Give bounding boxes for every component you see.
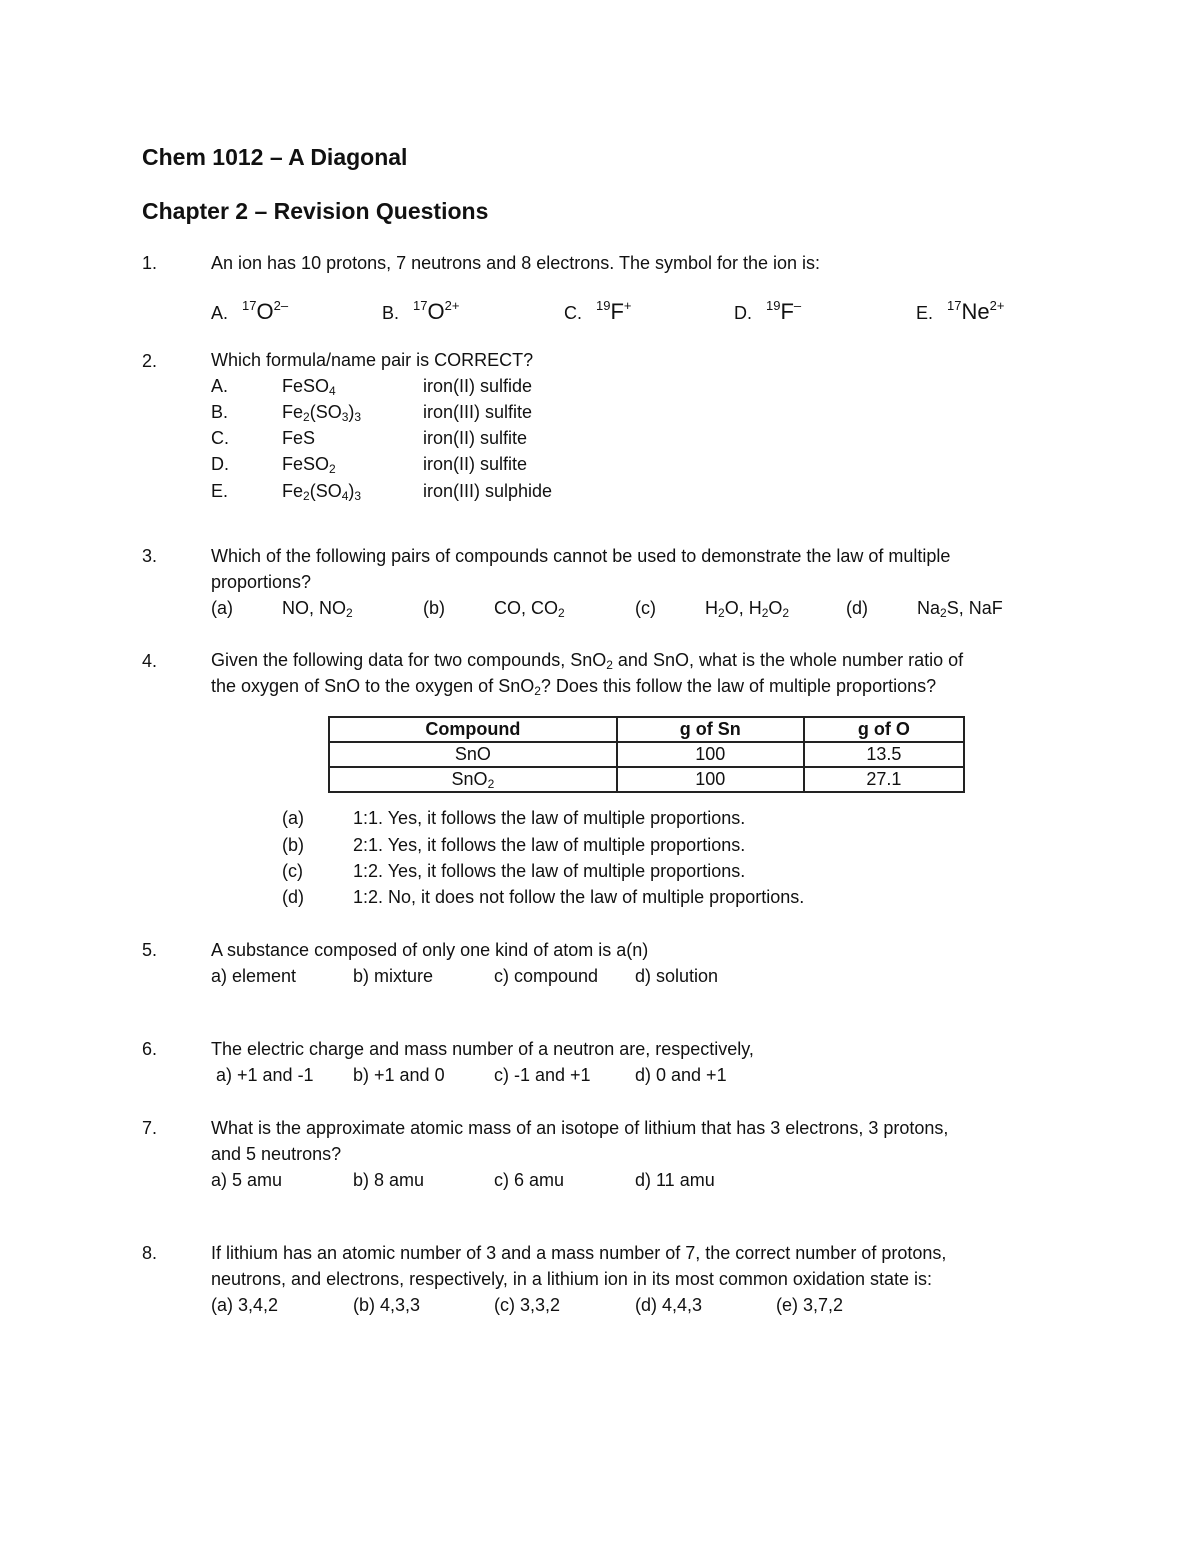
option-formula: FeS	[282, 428, 316, 448]
option-a: (a) 3,4,2	[211, 1295, 279, 1315]
option-b: B. $^{17}O^{2+}$	[382, 298, 460, 324]
option-letter: A.	[211, 376, 229, 396]
option-c: c) 6 amu	[494, 1170, 565, 1190]
question-number: 3.	[142, 546, 158, 566]
table-row	[329, 742, 964, 767]
option-letter: E.	[211, 481, 229, 501]
option-d: d) solution	[635, 966, 719, 986]
option-letter: D.	[211, 454, 229, 474]
option-b: b) 8 amu	[353, 1170, 425, 1190]
table-cell: SnO$_2$	[329, 767, 617, 792]
table-cell: 100	[617, 742, 804, 767]
option-letter: (d)	[282, 887, 304, 907]
option-c: C. $^{19}$F+	[564, 298, 632, 324]
question-text: neutrons, and electrons, respectively, in a lithium ion in its most common oxidation state is:	[211, 1269, 933, 1289]
question-number: 5.	[142, 940, 158, 960]
chapter-title: Chapter 2 – Revision Questions	[142, 198, 489, 224]
question-text: A substance composed of only one kind of atom is a(n)	[211, 940, 649, 960]
question-number: 8.	[142, 1243, 158, 1263]
option-letter: C.	[211, 428, 229, 448]
question-text: and 5 neutrons?	[211, 1144, 342, 1164]
option-pair: $Na_2S$, NaF	[917, 598, 1003, 620]
option-e: E. $^{17}Ne^{2+}$	[916, 298, 1005, 324]
option-c: c) -1 and +1	[494, 1065, 591, 1085]
option-pair: NO, $NO_2$	[282, 598, 353, 620]
option-d: d) 0 and +1	[635, 1065, 727, 1085]
question-text: Which of the following pairs of compounds cannot be used to demonstrate the law of multiple	[211, 546, 951, 566]
option-formula: $Fe_2(SO_3)_3$	[282, 402, 362, 424]
option-c: (c) 3,3,2	[494, 1295, 561, 1315]
column-header: g of O	[804, 717, 964, 742]
column-header: g of Sn	[617, 717, 804, 742]
column-header: Compound	[329, 717, 617, 742]
option-b: (b) 4,3,3	[353, 1295, 421, 1315]
question-text: An ion has 10 protons, 7 neutrons and 8 electrons. The symbol for the ion is:	[211, 253, 821, 273]
option-letter: (a)	[211, 598, 233, 618]
option-formula: FeSO$_2$	[282, 454, 336, 476]
question-number: 7.	[142, 1118, 158, 1138]
option-d: (d) 4,4,3	[635, 1295, 703, 1315]
option-letter: (b)	[282, 835, 304, 855]
option-d: d) 11 amu	[635, 1170, 715, 1190]
option-e: (e) 3,7,2	[776, 1295, 844, 1315]
option-b: b) mixture	[353, 966, 434, 986]
question-text: The electric charge and mass number of a neutron are, respectively,	[211, 1039, 754, 1059]
option-text: 1:2. No, it does not follow the law of multiple proportions.	[353, 887, 805, 907]
question-text: the oxygen of SnO to the oxygen of SnO$_2$? Does this follow the law of multiple proportions?	[211, 676, 937, 698]
option-pair: CO, $CO_2$	[494, 598, 565, 620]
option-name: iron(III) sulphide	[423, 481, 553, 501]
question-number: 2.	[142, 351, 158, 371]
option-name: iron(III) sulfite	[423, 402, 533, 422]
option-text: 1:2. Yes, it follows the law of multiple proportions.	[353, 861, 746, 881]
question-number: 4.	[142, 651, 158, 671]
question-text: Given the following data for two compounds, SnO$_2$ and SnO, what is the whole number ratio of	[211, 650, 964, 672]
table-cell: 27.1	[804, 767, 964, 792]
option-letter: (d)	[846, 598, 868, 618]
table-cell: SnO	[329, 742, 617, 767]
option-formula: FeSO$_4$	[282, 376, 336, 398]
question-number: 1.	[142, 253, 158, 273]
option-a: a) +1 and -1	[216, 1065, 314, 1085]
option-a: A. $^{17}O^{2-}$	[211, 298, 289, 324]
option-c: c) compound	[494, 966, 599, 986]
option-d: D. $^{19}$F–	[734, 298, 802, 324]
question-text: proportions?	[211, 572, 312, 592]
course-title: Chem 1012 – A Diagonal	[142, 144, 408, 170]
table-cell: 100	[617, 767, 804, 792]
option-letter: B.	[211, 402, 229, 422]
question-number: 6.	[142, 1039, 158, 1059]
option-name: iron(II) sulfite	[423, 454, 528, 474]
option-a: a) element	[211, 966, 297, 986]
question-text: If lithium has an atomic number of 3 and a mass number of 7, the correct number of protons,	[211, 1243, 947, 1263]
option-formula: $Fe_2(SO_4)_3$	[282, 481, 362, 503]
question-text: What is the approximate atomic mass of an isotope of lithium that has 3 electrons, 3 protons,	[211, 1118, 949, 1138]
option-text: 2:1. Yes, it follows the law of multiple proportions.	[353, 835, 746, 855]
option-a: a) 5 amu	[211, 1170, 283, 1190]
option-b: b) +1 and 0	[353, 1065, 445, 1085]
option-pair: $H_2O$, $H_2O_2$	[705, 598, 790, 620]
table-cell: 13.5	[804, 742, 964, 767]
table-header-row	[329, 717, 964, 742]
data-table	[328, 716, 965, 793]
option-text: 1:1. Yes, it follows the law of multiple proportions.	[353, 808, 746, 828]
option-letter: (c)	[282, 861, 303, 881]
option-name: iron(II) sulfide	[423, 376, 533, 396]
table-row	[329, 767, 964, 792]
option-letter: (a)	[282, 808, 304, 828]
option-letter: (b)	[423, 598, 445, 618]
option-name: iron(II) sulfite	[423, 428, 528, 448]
question-text: Which formula/name pair is CORRECT?	[211, 350, 534, 370]
option-letter: (c)	[635, 598, 656, 618]
